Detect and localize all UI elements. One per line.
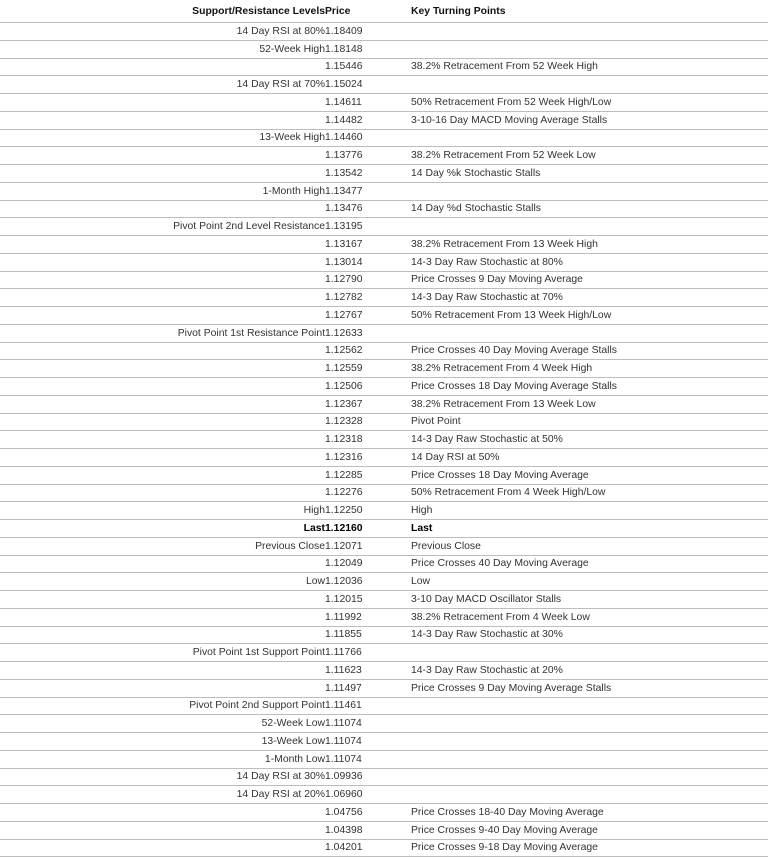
table-row [0, 111, 768, 129]
level-cell: 13-Week Low [0, 733, 325, 751]
level-cell [0, 662, 325, 680]
price-cell: 1.12276 [325, 484, 411, 502]
turning-point-cell [411, 129, 768, 147]
turning-point-cell: 38.2% Retracement From 13 Week High [411, 236, 768, 254]
turning-point-cell [411, 40, 768, 58]
turning-point-cell: 14 Day %d Stochastic Stalls [411, 200, 768, 218]
table-row [0, 484, 768, 502]
price-cell: 1.12562 [325, 342, 411, 360]
turning-point-cell: 14-3 Day Raw Stochastic at 80% [411, 253, 768, 271]
level-cell [0, 449, 325, 467]
turning-point-cell [411, 76, 768, 94]
level-cell [0, 466, 325, 484]
level-cell [0, 804, 325, 822]
table-row [0, 271, 768, 289]
turning-point-cell: 50% Retracement From 4 Week High/Low [411, 484, 768, 502]
turning-point-cell [411, 697, 768, 715]
level-cell: 14 Day RSI at 30% [0, 768, 325, 786]
price-cell: 1.12506 [325, 378, 411, 396]
turning-point-cell: Pivot Point [411, 413, 768, 431]
level-cell [0, 58, 325, 76]
turning-point-cell [411, 715, 768, 733]
table-row [0, 573, 768, 591]
price-cell: 1.12559 [325, 360, 411, 378]
price-cell: 1.12633 [325, 324, 411, 342]
table-row [0, 147, 768, 165]
table-row [0, 218, 768, 236]
price-cell: 1.11623 [325, 662, 411, 680]
turning-point-cell: Price Crosses 9 Day Moving Average [411, 271, 768, 289]
level-cell [0, 679, 325, 697]
price-cell: 1.12316 [325, 449, 411, 467]
table-row [0, 644, 768, 662]
level-cell: Last [0, 520, 325, 538]
level-cell [0, 378, 325, 396]
price-cell: 1.11074 [325, 715, 411, 733]
turning-point-cell: Price Crosses 18-40 Day Moving Average [411, 804, 768, 822]
table-header-row [0, 0, 768, 23]
price-cell: 1.12015 [325, 591, 411, 609]
turning-point-cell: Price Crosses 18 Day Moving Average Stalls [411, 378, 768, 396]
price-cell: 1.13477 [325, 182, 411, 200]
turning-point-cell: 14 Day RSI at 50% [411, 449, 768, 467]
turning-point-cell: 38.2% Retracement From 4 Week Low [411, 608, 768, 626]
column-header-levels: Support/Resistance Levels [0, 0, 325, 23]
level-cell: 14 Day RSI at 70% [0, 76, 325, 94]
price-cell: 1.13195 [325, 218, 411, 236]
table-row [0, 537, 768, 555]
price-cell: 1.11766 [325, 644, 411, 662]
price-cell: 1.12250 [325, 502, 411, 520]
level-cell [0, 147, 325, 165]
level-cell: Pivot Point 2nd Level Resistance [0, 218, 325, 236]
table-row [0, 253, 768, 271]
turning-point-cell [411, 23, 768, 41]
level-cell [0, 253, 325, 271]
turning-point-cell: 38.2% Retracement From 52 Week Low [411, 147, 768, 165]
table-row [0, 804, 768, 822]
level-cell: Low [0, 573, 325, 591]
table-body [0, 23, 768, 857]
price-cell: 1.04756 [325, 804, 411, 822]
price-cell: 1.13014 [325, 253, 411, 271]
turning-point-cell: 14-3 Day Raw Stochastic at 30% [411, 626, 768, 644]
level-cell: 14 Day RSI at 20% [0, 786, 325, 804]
turning-point-cell [411, 324, 768, 342]
price-cell: 1.12782 [325, 289, 411, 307]
turning-point-cell: 50% Retracement From 52 Week High/Low [411, 94, 768, 112]
turning-point-cell: 38.2% Retracement From 4 Week High [411, 360, 768, 378]
turning-point-cell: Price Crosses 18 Day Moving Average [411, 466, 768, 484]
table-row [0, 307, 768, 325]
price-cell: 1.12036 [325, 573, 411, 591]
price-cell: 1.12767 [325, 307, 411, 325]
price-cell: 1.14611 [325, 94, 411, 112]
table-row [0, 591, 768, 609]
level-cell: 52-Week Low [0, 715, 325, 733]
level-cell [0, 608, 325, 626]
price-cell: 1.11074 [325, 750, 411, 768]
table-row [0, 821, 768, 839]
turning-point-cell: 3-10-16 Day MACD Moving Average Stalls [411, 111, 768, 129]
level-cell [0, 271, 325, 289]
table-row [0, 324, 768, 342]
turning-point-cell: 3-10 Day MACD Oscillator Stalls [411, 591, 768, 609]
level-cell [0, 289, 325, 307]
level-cell: 1-Month Low [0, 750, 325, 768]
table-row [0, 449, 768, 467]
turning-point-cell: Price Crosses 40 Day Moving Average [411, 555, 768, 573]
table-row [0, 786, 768, 804]
level-cell [0, 413, 325, 431]
turning-point-cell: Price Crosses 9-18 Day Moving Average [411, 839, 768, 857]
level-cell [0, 821, 325, 839]
table-row [0, 662, 768, 680]
level-cell: 14 Day RSI at 80% [0, 23, 325, 41]
turning-point-cell [411, 750, 768, 768]
turning-point-cell: 38.2% Retracement From 52 Week High [411, 58, 768, 76]
price-cell: 1.11497 [325, 679, 411, 697]
level-cell [0, 111, 325, 129]
price-cell: 1.11992 [325, 608, 411, 626]
level-cell [0, 431, 325, 449]
turning-point-cell [411, 182, 768, 200]
level-cell [0, 839, 325, 857]
level-cell: 52-Week High [0, 40, 325, 58]
turning-point-cell [411, 768, 768, 786]
table-row [0, 466, 768, 484]
table-row [0, 839, 768, 857]
turning-point-cell: Last [411, 520, 768, 538]
table-row [0, 40, 768, 58]
table-row [0, 431, 768, 449]
level-cell [0, 555, 325, 573]
column-header-price: Price [325, 0, 411, 23]
turning-point-cell: 14-3 Day Raw Stochastic at 50% [411, 431, 768, 449]
turning-point-cell: Previous Close [411, 537, 768, 555]
price-cell: 1.15024 [325, 76, 411, 94]
price-cell: 1.15446 [325, 58, 411, 76]
turning-point-cell: 50% Retracement From 13 Week High/Low [411, 307, 768, 325]
price-cell: 1.04398 [325, 821, 411, 839]
table-row [0, 129, 768, 147]
table-row [0, 608, 768, 626]
level-cell [0, 395, 325, 413]
table-row [0, 58, 768, 76]
level-cell: Pivot Point 1st Support Point [0, 644, 325, 662]
price-cell: 1.11461 [325, 697, 411, 715]
table-row [0, 413, 768, 431]
turning-point-cell: 14-3 Day Raw Stochastic at 70% [411, 289, 768, 307]
table-row [0, 289, 768, 307]
table-row [0, 679, 768, 697]
turning-point-cell: 14 Day %k Stochastic Stalls [411, 165, 768, 183]
table-row [0, 733, 768, 751]
level-cell: High [0, 502, 325, 520]
price-cell: 1.13542 [325, 165, 411, 183]
price-cell: 1.13476 [325, 200, 411, 218]
price-cell: 1.12367 [325, 395, 411, 413]
table-row [0, 768, 768, 786]
turning-point-cell [411, 218, 768, 236]
level-cell: 13-Week High [0, 129, 325, 147]
table-row [0, 395, 768, 413]
level-cell: Previous Close [0, 537, 325, 555]
table-row [0, 750, 768, 768]
price-cell: 1.14482 [325, 111, 411, 129]
table-row [0, 236, 768, 254]
price-cell: 1.11074 [325, 733, 411, 751]
turning-point-cell [411, 644, 768, 662]
table-row [0, 165, 768, 183]
table-row [0, 360, 768, 378]
level-cell: Pivot Point 2nd Support Point [0, 697, 325, 715]
level-cell [0, 591, 325, 609]
level-cell: 1-Month High [0, 182, 325, 200]
price-cell: 1.12160 [325, 520, 411, 538]
turning-point-cell: 14-3 Day Raw Stochastic at 20% [411, 662, 768, 680]
price-cell: 1.14460 [325, 129, 411, 147]
price-cell: 1.13776 [325, 147, 411, 165]
level-cell [0, 342, 325, 360]
price-cell: 1.18409 [325, 23, 411, 41]
table-row [0, 555, 768, 573]
table-row [0, 520, 768, 538]
level-cell [0, 94, 325, 112]
price-cell: 1.13167 [325, 236, 411, 254]
level-cell [0, 360, 325, 378]
turning-point-cell: Low [411, 573, 768, 591]
table-row [0, 378, 768, 396]
turning-point-cell: 38.2% Retracement From 13 Week Low [411, 395, 768, 413]
level-cell: Pivot Point 1st Resistance Point [0, 324, 325, 342]
turning-point-cell [411, 733, 768, 751]
price-cell: 1.04201 [325, 839, 411, 857]
price-cell: 1.18148 [325, 40, 411, 58]
table-row [0, 715, 768, 733]
table-row [0, 23, 768, 41]
price-cell: 1.12790 [325, 271, 411, 289]
price-cell: 1.11855 [325, 626, 411, 644]
table-row [0, 76, 768, 94]
level-cell [0, 307, 325, 325]
level-cell [0, 236, 325, 254]
level-cell [0, 626, 325, 644]
table-row [0, 342, 768, 360]
turning-point-cell: High [411, 502, 768, 520]
column-header-points: Key Turning Points [411, 0, 768, 23]
turning-point-cell: Price Crosses 40 Day Moving Average Stalls [411, 342, 768, 360]
price-cell: 1.09936 [325, 768, 411, 786]
price-cell: 1.12071 [325, 537, 411, 555]
price-cell: 1.12285 [325, 466, 411, 484]
table-row [0, 626, 768, 644]
level-cell [0, 484, 325, 502]
price-cell: 1.06960 [325, 786, 411, 804]
table-row [0, 94, 768, 112]
turning-point-cell: Price Crosses 9 Day Moving Average Stalls [411, 679, 768, 697]
table-row [0, 697, 768, 715]
table-row [0, 502, 768, 520]
level-cell [0, 165, 325, 183]
level-cell [0, 200, 325, 218]
turning-point-cell: Price Crosses 9-40 Day Moving Average [411, 821, 768, 839]
turning-point-cell [411, 786, 768, 804]
price-cell: 1.12328 [325, 413, 411, 431]
price-cell: 1.12318 [325, 431, 411, 449]
table-row [0, 200, 768, 218]
price-cell: 1.12049 [325, 555, 411, 573]
table-row [0, 182, 768, 200]
